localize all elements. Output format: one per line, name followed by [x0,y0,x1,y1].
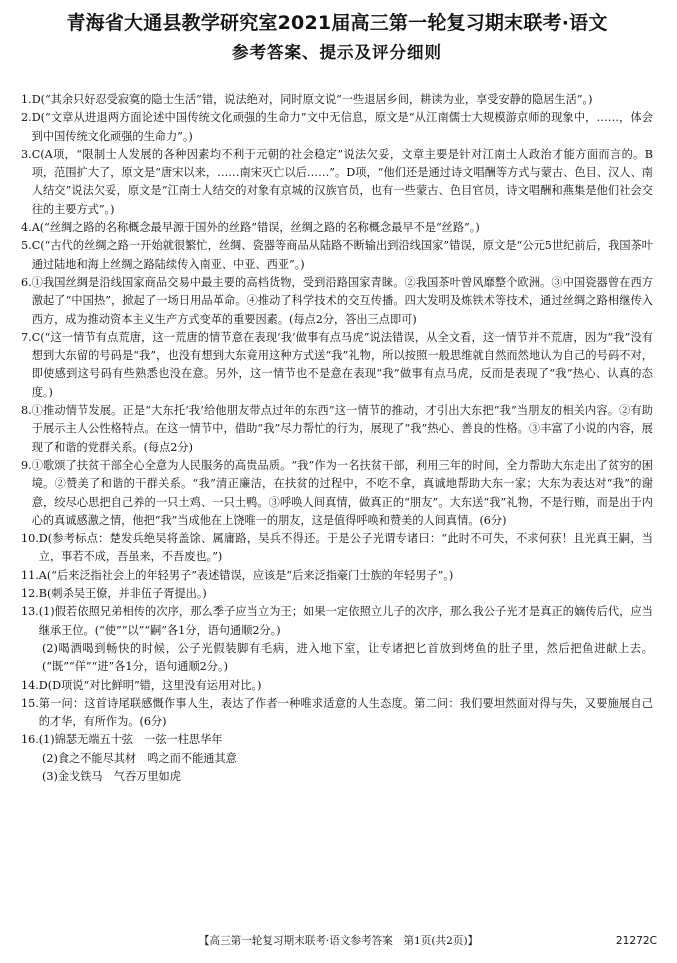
answer-item [21,219,653,237]
answer-item [21,530,653,567]
answer-text: (1)假若依照兄弟相传的次序，那么季子应当立为王；如果一定依照立儿子的次序，那么我公子光才是真正的嫡传后代，应当继承王位。(“使”“以”“嗣”各1分，语句通顺2分。) [38,605,653,637]
answer-text: D(参考标点：楚发兵绝吴将盖馀、属庸路，吴兵不得还。于是公子光谓专诸曰：“此时不可失，不求何获！且光真王嗣，当立，事若不成，吾虽来，不吾废也。”) [38,532,653,564]
footer-page-info: 【高三第一轮复习期末联考·语文参考答案 第1页(共2页)】 [198,935,479,947]
answer-number: 14. [21,678,39,692]
answer-item [21,274,653,329]
answer-number: 8. [21,404,32,418]
answer-list [21,91,653,786]
answer-text: C(“古代的丝绸之路一开始就很繁忙，丝绸、瓷器等商品从陆路不断输出到沿线国家”错误，原文是“公元5世纪前后，我国茶叶通过陆地和海上丝绸之路陆续传入南亚、中亚、西亚”。) [31,239,653,271]
answer-text: 第一问：这首诗尾联感慨作事人生，表达了作者一种唯求适意的人生态度。第二问：我们要坦然面对得与失，又要施展自己的才华，有所作为。(6分) [38,696,653,729]
answer-item [21,695,653,732]
answer-item [21,567,653,585]
answer-number: 2. [21,111,32,125]
answer-number: 15. [21,696,39,710]
answer-number: 11. [21,568,39,582]
footer-doc-code: 21272C [615,935,657,947]
answer-number: 6. [21,275,32,289]
answer-text: C(“这一情节有点荒唐，这一荒唐的情节意在表现‘我’做事有点马虎”说法错误，从全文看，这一情节并不荒唐，因为“我”没有想到大东留的号码是“我”，也没有想到大东竟用这种方式送“我”礼物，所以按照一般思维就自然而然地认为自己的号码不对，即使感到这号码有些熟悉也没在意。另外，这一情节也不是意在表现“我”做事有点马虎，反而是表现了“我”热心、认真的态度。) [31,330,653,399]
document-subtitle: 参考答案、提示及评分细则 [232,43,442,62]
answer-number: 3. [21,147,32,161]
answer-text: ①推动情节发展。正是“大东托‘我’给他朋友带点过年的东西”这一情节的推动，才引出大东把“我”当朋友的相关内容。②有助于展示主人公性格特点。在这一情节中，借助“我”尽力帮忙的行为，展现了“我”热心、善良的性格。③丰富了小说的内容，展现了和谐的党群关系。(每点2分) [31,404,653,454]
answer-item [21,731,653,749]
answer-item [21,677,653,695]
answer-text: ①我国丝绸是沿线国家商品交易中最主要的高档货物，受到沿路国家青睐。②我国茶叶曾风靡整个欧洲。③中国瓷器曾在西方激起了“中国热”，掀起了一场日用品革命。④推动了科学技术的交互传播。四大发明及炼铁术等技术，通过丝绸之路相继传入西方，成为推动资本主义生产方式变革的重要因素。(每点2分，答出三点即可) [31,275,653,326]
answer-text: D(“文章从进退两方面论述中国传统文化顽强的生命力”文中无信息，原文是“从江南儒士大规模游京师的现象中，……，体会到中国传统文化顽强的生命力”。) [31,111,653,143]
answer-number: 13. [21,605,39,619]
answer-text: B(刺杀吴王僚，并非伍子胥提出。) [38,587,207,601]
answer-number: 1. [21,93,32,106]
answer-number: 12. [21,587,39,601]
answer-item [21,329,653,402]
answer-text: ①歌颂了扶贫干部全心全意为人民服务的高贵品质。“我”作为一名扶贫干部，利用三年的时间，全力帮助大东走出了贫穷的困境。②赞美了和谐的干群关系。“我”清正廉洁，在扶贫的过程中，不吃不拿，真诚地帮助大东一家；大东为表达对“我”的谢意，绞尽心思把自己养的一只土鸡、一只土鸭。③呼唤人间真情，做真正的“朋友”。大东送“我”礼物，不是行贿，而是出于内心的真诚感激之情，他把“我”当成他在上饶唯一的朋友，这是值得呼唤和赞美的人间真情。(6分) [31,458,653,527]
answer-item [21,146,653,219]
answer-text: A(“后来泛指社会上的年轻男子”表述错误，应该是“后来泛指豪门士族的年轻男子”。) [38,568,454,582]
answer-subpart: (2)食之不能尽其材 鸣之而不能通其意 [42,751,237,765]
answer-item [21,237,653,274]
answer-number: 4. [21,221,32,235]
answer-text: (1)锦瑟无端五十弦 一弦一柱思华年 [38,733,223,747]
answer-item [21,402,653,457]
answer-number: 16. [21,733,39,747]
answer-text: A(“丝绸之路的名称概念最早源于国外的丝路”错误，丝绸之路的名称概念最早不是“丝路”。) [31,221,480,235]
answer-text: D(D项说“对比鲜明”错，这里没有运用对比。) [38,678,262,692]
document-title: 青海省大通县教学研究室2021届高三第一轮复习期末联考·语文 [66,12,608,34]
answer-subpart: (2)喝酒喝到畅快的时候，公子光假装脚有毛病，进入地下室，让专诸把匕首放到烤鱼的肚子里，然后把鱼进献上去。(“既”“佯”“进”各1分，语句通顺2分。) [42,641,653,674]
answer-text: C(A项，“限制士人发展的各种因素均不利于元朝的社会稳定”说法欠妥，文章主要是针对江南士人政治才能方面而言的。B项，范围扩大了，原文是“唐宋以来，……南宋灭亡以后……”。D项，“他们还是通过诗文唱酬等方式与蒙古、色目、汉人、南人结交”说法欠妥，原文是“江南士人结交的对象有京城的汉族官员，也有一些蒙古、色目官员，诗文唱酬和燕集是他们社会交往的主要方式”。) [31,147,653,216]
answer-subpart: (3)金戈铁马 气吞万里如虎 [42,769,181,783]
answer-item [21,457,653,530]
answer-item [21,91,653,109]
answer-item [21,585,653,603]
answer-text: D(“其余只好忍受寂寞的隐士生活”错，说法绝对，同时原文说“一些退居乡间，耕读为业，享受安静的隐居生活”。) [31,93,593,106]
answer-item [21,603,653,640]
answer-number: 9. [21,458,32,472]
answer-number: 5. [21,239,32,253]
answer-number: 7. [21,330,32,344]
answer-item [21,109,653,146]
answer-number: 10. [21,532,39,546]
